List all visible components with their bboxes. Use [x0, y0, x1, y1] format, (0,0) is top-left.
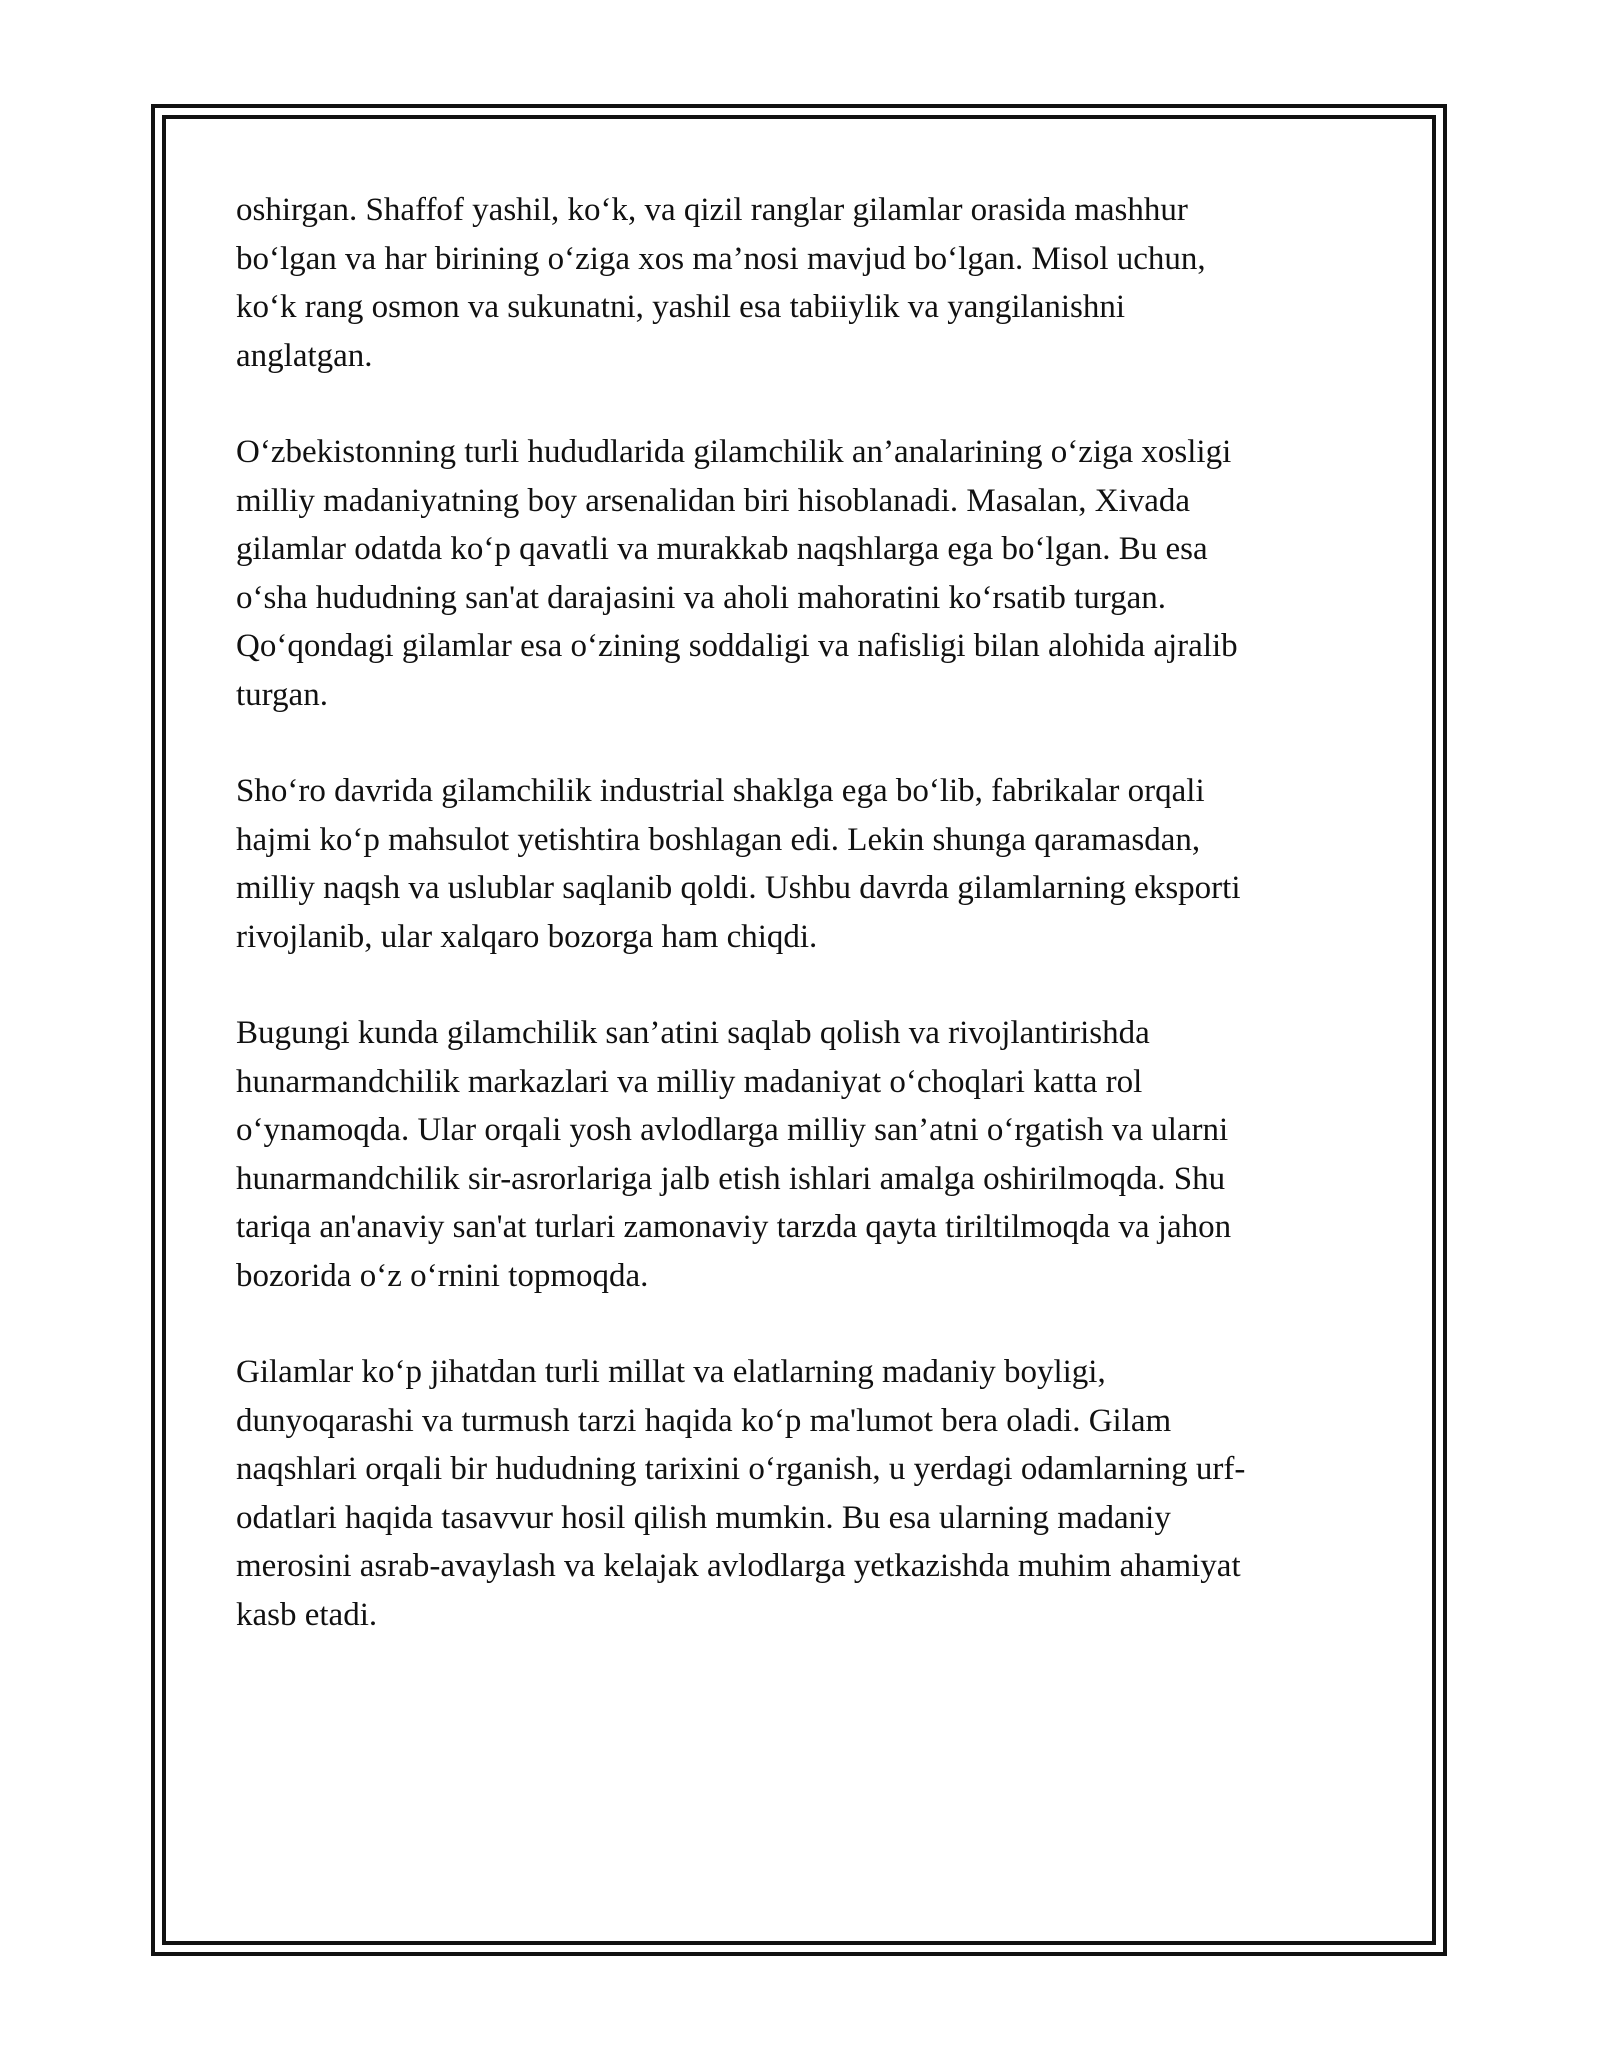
text-line: bo‘lgan va har birining o‘ziga xos ma’nosi mavjud bo‘lgan. Misol uchun,: [236, 240, 1206, 277]
text-line: bozorida o‘z o‘rnini topmoqda.: [236, 1257, 649, 1294]
document-body: [236, 186, 1366, 1687]
text-line: anglatgan.: [236, 337, 373, 374]
text-line: rivojlanib, ular xalqaro bozorga ham chiqdi.: [236, 918, 818, 955]
text-line: hunarmandchilik markazlari va milliy madaniyat o‘choqlari katta rol: [236, 1063, 1143, 1100]
text-line: Sho‘ro davrida gilamchilik industrial shaklga ega bo‘lib, fabrikalar orqali: [236, 773, 1205, 809]
text-line: o‘ynamoqda. Ular orqali yosh avlodlarga milliy san’atni o‘rgatish va ularni: [236, 1112, 1229, 1148]
text-line: gilamlar odatda ko‘p qavatli va murakkab naqshlarga ega bo‘lgan. Bu esa: [236, 531, 1208, 567]
paragraph-3: [236, 767, 1366, 961]
text-line: o‘sha hududning san'at darajasini va aholi mahoratini ko‘rsatib turgan.: [236, 579, 1167, 616]
text-line: oshirgan. Shaffof yashil, ko‘k, va qizil ranglar gilamlar orasida mashhur: [236, 192, 1188, 228]
text-line: dunyoqarashi va turmush tarzi haqida ko‘p ma'lumot bera oladi. Gilam: [236, 1402, 1172, 1439]
paragraph-4: [236, 1009, 1366, 1300]
text-line: Gilamlar ko‘p jihatdan turli millat va elatlarning madaniy boyligi,: [236, 1354, 1106, 1390]
text-line: tariqa an'anaviy san'at turlari zamonaviy tarzda qayta tiriltilmoqda va jahon: [236, 1209, 1232, 1245]
text-line: O‘zbekistonning turli hududlarida gilamchilik an’analarining o‘ziga xosligi: [236, 434, 1232, 470]
text-line: turgan.: [236, 676, 328, 713]
text-line: merosini asrab-avaylash va kelajak avlodlarga yetkazishda muhim ahamiyat: [236, 1548, 1241, 1584]
paragraph-1: [236, 186, 1366, 380]
text-line: ko‘k rang osmon va sukunatni, yashil esa tabiiylik va yangilanishni: [236, 289, 1126, 325]
text-line: odatlari haqida tasavvur hosil qilish mumkin. Bu esa ularning madaniy: [236, 1499, 1171, 1536]
text-line: hunarmandchilik sir-asrorlariga jalb etish ishlari amalga oshirilmoqda. Shu: [236, 1160, 1226, 1197]
text-line: kasb etadi.: [236, 1596, 378, 1633]
paragraph-2: [236, 428, 1366, 719]
paragraph-5: [236, 1348, 1366, 1639]
text-line: milliy madaniyatning boy arsenalidan biri hisoblanadi. Masalan, Xivada: [236, 482, 1191, 519]
text-line: milliy naqsh va uslublar saqlanib qoldi. Ushbu davrda gilamlarning eksporti: [236, 870, 1241, 906]
text-line: Bugungi kunda gilamchilik san’atini saqlab qolish va rivojlantirishda: [236, 1015, 1150, 1051]
text-line: naqshlari orqali bir hududning tarixini o‘rganish, u yerdagi odamlarning urf-: [236, 1451, 1246, 1487]
text-line: hajmi ko‘p mahsulot yetishtira boshlagan edi. Lekin shunga qaramasdan,: [236, 821, 1201, 858]
text-line: Qo‘qondagi gilamlar esa o‘zining soddaligi va nafisligi bilan alohida ajralib: [236, 628, 1238, 664]
